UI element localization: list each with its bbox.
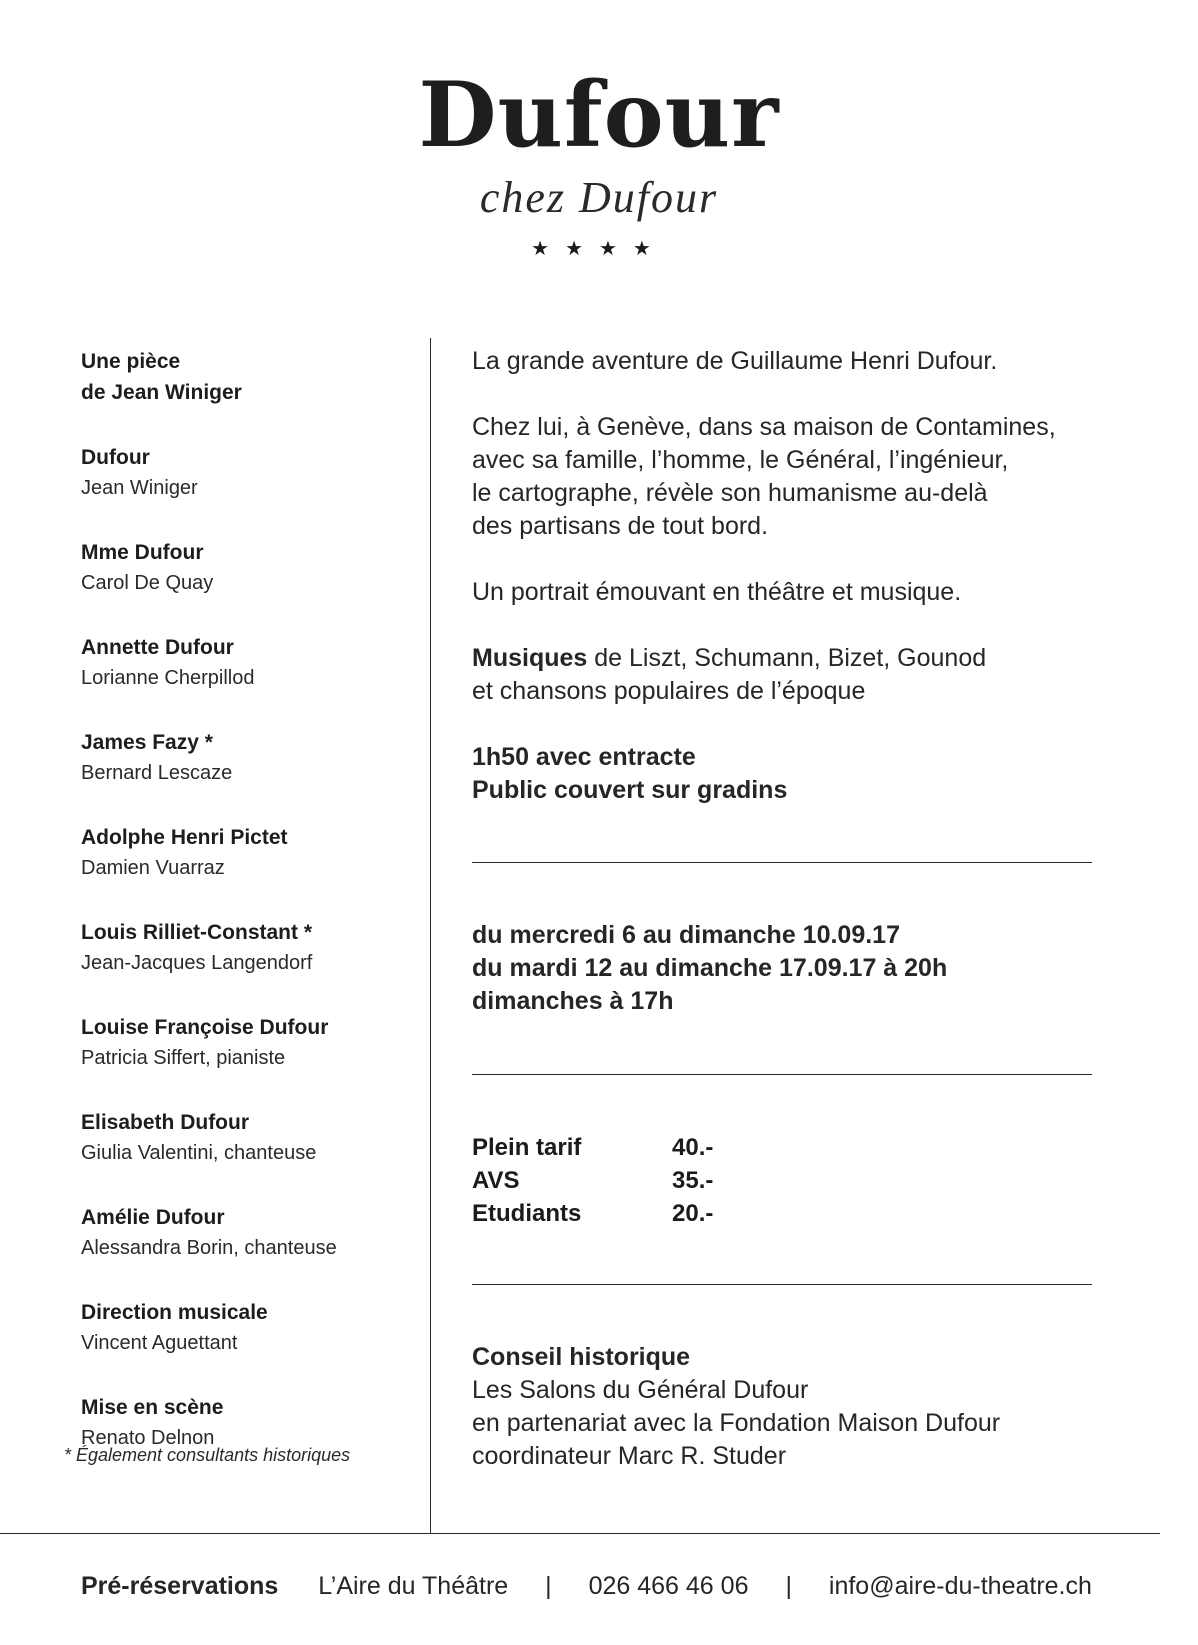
conseil-section [472, 1341, 1112, 1473]
description-line: avec sa famille, l’homme, le Général, l’ingénieur, [472, 446, 1009, 474]
email-link[interactable]: info@aire-du-theatre.ch [828, 1572, 1092, 1600]
cast-role: Louis Rilliet-Constant * [81, 921, 312, 944]
cast-item [81, 537, 411, 598]
price-row [472, 1131, 713, 1164]
date-line: dimanches à 17h [472, 987, 674, 1015]
duration-text: 1h50 avec entracte [472, 743, 696, 771]
cast-role: de Jean Winiger [81, 381, 242, 404]
cast-actor: Lorianne Cherpillod [81, 667, 255, 689]
description-line: le cartographe, révèle son humanisme au-delà [472, 479, 988, 507]
separator-line [472, 1284, 1092, 1285]
music-line-2: et chansons populaires de l’époque [472, 677, 866, 705]
portrait-text: Un portrait émouvant en théâtre et musique. [472, 578, 962, 606]
cast-actor: Damien Vuarraz [81, 857, 225, 879]
cast-item [81, 727, 411, 788]
stars-decoration: ★★★★ [531, 236, 667, 260]
price-list [472, 1131, 713, 1230]
cast-actor: Bernard Lescaze [81, 762, 233, 784]
cast-item [81, 632, 411, 693]
main-description [472, 345, 1112, 807]
cast-item [81, 1202, 411, 1263]
phone-number[interactable]: 026 466 46 06 [588, 1572, 749, 1600]
price-row [472, 1197, 713, 1230]
separator-pipe: | [545, 1572, 552, 1600]
price-row [472, 1164, 713, 1197]
separator-line [472, 862, 1092, 863]
price-label: Plein tarif [472, 1134, 582, 1161]
cast-item [81, 917, 411, 978]
cast-role: Une pièce [81, 350, 181, 373]
footer-rule [0, 1533, 1160, 1534]
footer-reservations [81, 1572, 1092, 1601]
intro-text: La grande aventure de Guillaume Henri Dufour. [472, 347, 998, 375]
cast-role: Mme Dufour [81, 541, 204, 564]
cast-role: Direction musicale [81, 1301, 268, 1324]
reservations-label: Pré-réservations [81, 1572, 279, 1600]
cast-item [81, 822, 411, 883]
cast-item [81, 1012, 411, 1073]
cast-item [81, 1297, 411, 1358]
cast-actor: Jean Winiger [81, 477, 198, 499]
dates-section [472, 919, 1112, 1018]
cast-author [81, 346, 411, 408]
cast-list [81, 346, 411, 1487]
separator-pipe: | [785, 1572, 792, 1600]
page-title: Dufour [418, 62, 780, 168]
venue-name: L’Aire du Théâtre [318, 1572, 509, 1600]
cast-actor: Carol De Quay [81, 572, 214, 594]
cast-role: Louise Françoise Dufour [81, 1016, 329, 1039]
cast-role: Dufour [81, 446, 150, 469]
cast-role: Mise en scène [81, 1396, 224, 1419]
cast-role: Amélie Dufour [81, 1206, 225, 1229]
conseil-title: Conseil historique [472, 1343, 691, 1371]
cast-item [81, 1107, 411, 1168]
music-label: Musiques [472, 644, 588, 672]
price-label: AVS [472, 1167, 520, 1194]
cast-actor: Giulia Valentini, chanteuse [81, 1142, 317, 1164]
music-composers: de Liszt, Schumann, Bizet, Gounod [587, 644, 987, 672]
cast-role: Elisabeth Dufour [81, 1111, 250, 1134]
conseil-line: en partenariat avec la Fondation Maison Dufour [472, 1409, 1001, 1437]
description-line: Chez lui, à Genève, dans sa maison de Contamines, [472, 413, 1056, 441]
seating-text: Public couvert sur gradins [472, 776, 788, 804]
price-label: Etudiants [472, 1200, 582, 1227]
column-divider [430, 338, 431, 1533]
cast-item [81, 1392, 411, 1453]
price-value: 20.- [672, 1200, 714, 1227]
music-line [472, 642, 1112, 675]
cast-item [81, 442, 411, 503]
conseil-line: Les Salons du Général Dufour [472, 1376, 809, 1404]
date-line: du mercredi 6 au dimanche 10.09.17 [472, 921, 900, 949]
price-value: 40.- [672, 1134, 714, 1161]
description-line: des partisans de tout bord. [472, 512, 769, 540]
cast-actor: Jean-Jacques Langendorf [81, 952, 313, 974]
cast-actor: Vincent Aguettant [81, 1332, 238, 1354]
cast-role: James Fazy * [81, 731, 213, 754]
cast-role: Annette Dufour [81, 636, 234, 659]
page-subtitle: chez Dufour [479, 173, 719, 222]
cast-actor: Renato Delnon [81, 1427, 215, 1449]
conseil-line: coordinateur Marc R. Studer [472, 1442, 787, 1470]
cast-actor: Alessandra Borin, chanteuse [81, 1237, 337, 1259]
footnote: * Également consultants historiques [64, 1445, 351, 1465]
cast-actor: Patricia Siffert, pianiste [81, 1047, 286, 1069]
separator-line [472, 1074, 1092, 1075]
price-value: 35.- [672, 1167, 714, 1194]
cast-role: Adolphe Henri Pictet [81, 826, 288, 849]
date-line: du mardi 12 au dimanche 17.09.17 à 20h [472, 954, 948, 982]
